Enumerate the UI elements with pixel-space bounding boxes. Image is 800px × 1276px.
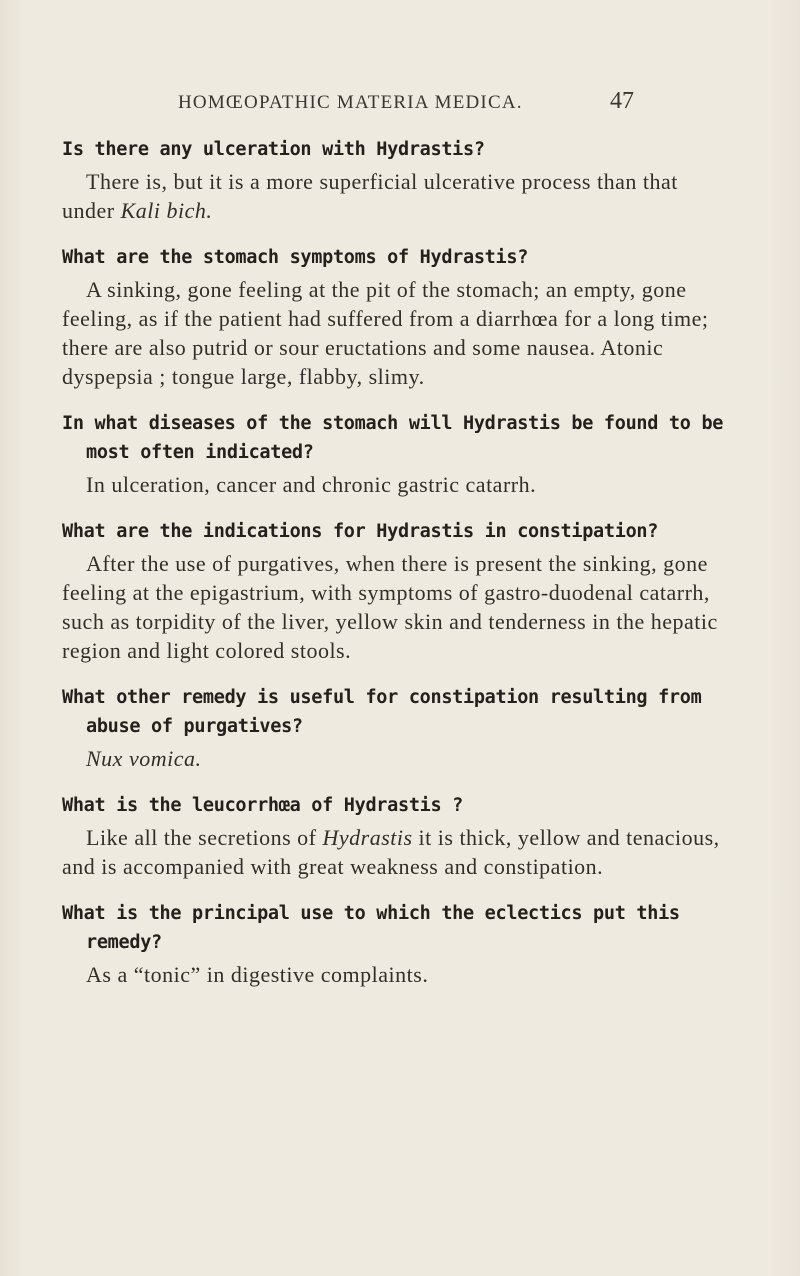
answer-italic: Kali bich.	[120, 198, 213, 223]
answer-text: After the use of purgatives, when there is present the sinking, gone feeling at the epigastrium, with symptoms of gastro-duodenal catarrh, such as torpidity of the liver, yellow skin and tenderness in the hepatic region and light colored stools.	[62, 551, 718, 663]
answer	[62, 744, 724, 773]
qa-entry	[62, 243, 724, 391]
answer-italic: Nux vomica.	[86, 746, 202, 771]
qa-entry	[62, 791, 724, 881]
question: Is there any ulceration with Hydrastis?	[62, 139, 485, 160]
page-number: 47	[610, 88, 634, 114]
answer	[62, 823, 724, 881]
question: What is the leucorrhœa of Hydrastis ?	[62, 795, 464, 816]
question: What are the stomach symptoms of Hydrastis?	[62, 247, 529, 268]
qa-entry	[62, 683, 724, 773]
answer	[62, 275, 724, 391]
answer-text: Like all the secretions of	[86, 825, 323, 850]
question: In what diseases of the stomach will Hydrastis be found to be most often indicated?	[62, 413, 724, 463]
page-body	[62, 135, 724, 1007]
question: What are the indications for Hydrastis in constipation?	[62, 521, 659, 542]
qa-entry	[62, 899, 724, 989]
qa-entry	[62, 409, 724, 499]
answer-text: A sinking, gone feeling at the pit of the stomach; an empty, gone feeling, as if the patient had suffered from a diarrhœa for a long time; there are also putrid or sour eructations and some nausea. Atonic dyspepsia ; tongue large, flabby, slimy.	[62, 277, 709, 389]
running-header: HOMŒOPATHIC MATERIA MEDICA.	[178, 92, 523, 113]
question: What is the principal use to which the eclectics put this remedy?	[62, 903, 680, 953]
question: What other remedy is useful for constipation resulting from abuse of purgatives?	[62, 687, 702, 737]
answer	[62, 470, 724, 499]
answer-text: In ulceration, cancer and chronic gastric catarrh.	[86, 472, 537, 497]
answer-text: There is, but it is a more superficial ulcerative process than that under	[62, 169, 678, 223]
qa-entry	[62, 517, 724, 665]
qa-entry	[62, 135, 724, 225]
answer-text-after: it is thick, yellow and tenacious, and is accompanied with great weakness and constipation.	[62, 825, 720, 879]
answer	[62, 167, 724, 225]
answer	[62, 960, 724, 989]
answer-text: As a “tonic” in digestive complaints.	[86, 962, 429, 987]
answer-italic: Hydrastis	[322, 825, 413, 850]
answer	[62, 549, 724, 665]
